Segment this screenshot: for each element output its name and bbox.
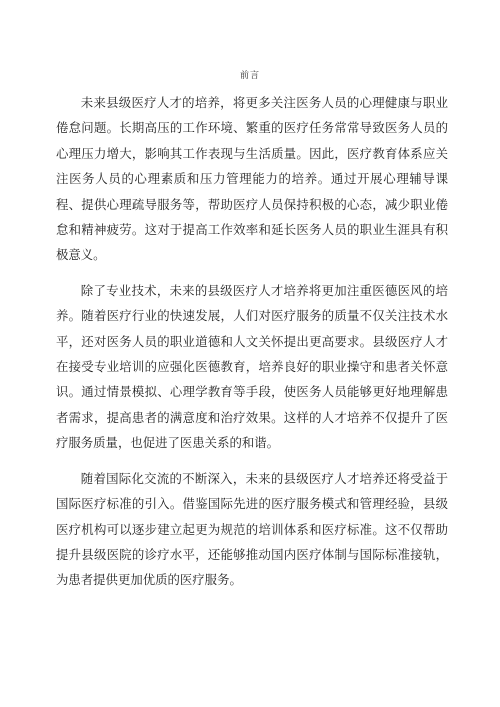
page-header: 前言 bbox=[239, 71, 260, 81]
paragraph-1: 未来县级医疗人才的培养，将更多关注医务人员的心理健康与职业倦怠问题。长期高压的工作环境、繁重的医疗任务常常导致医务人员的心理压力增大，影响其工作表现与生活质量。因此，医疗教育体系应关注医务人员的心理素质和压力管理能力的培养。通过开展心理辅导课程、提供心理疏导服务等，帮助医疗人员保持积极的心态，减少职业倦怠和精神疲劳。这对于提高工作效率和延长医务人员的职业生涯具有积极意义。 bbox=[56, 95, 448, 263]
paragraph-2: 除了专业技术，未来的县级医疗人才培养将更加注重医德医风的培养。随着医疗行业的快速发展，人们对医疗服务的质量不仅关注技术水平，还对医务人员的职业道德和人文关怀提出更高要求。县级医疗人才在接受专业培训的应强化医德教育，培养良好的职业操守和患者关怀意识。通过情景模拟、心理学教育等手段，使医务人员能够更好地理解患者需求，提高患者的满意度和治疗效果。这样的人才培养不仅提升了医疗服务质量，也促进了医患关系的和谐。 bbox=[56, 282, 448, 451]
paragraph-3: 随着国际化交流的不断深入，未来的县级医疗人才培养还将受益于国际医疗标准的引入。借鉴国际先进的医疗服务模式和管理经验，县级医疗机构可以逐步建立起更为规范的培训体系和医疗标准。这不仅帮助提升县级医院的诊疗水平，还能够推动国内医疗体制与国际标准接轨，为患者提供更加优质的医疗服务。 bbox=[56, 470, 448, 588]
document-body bbox=[56, 90, 448, 593]
